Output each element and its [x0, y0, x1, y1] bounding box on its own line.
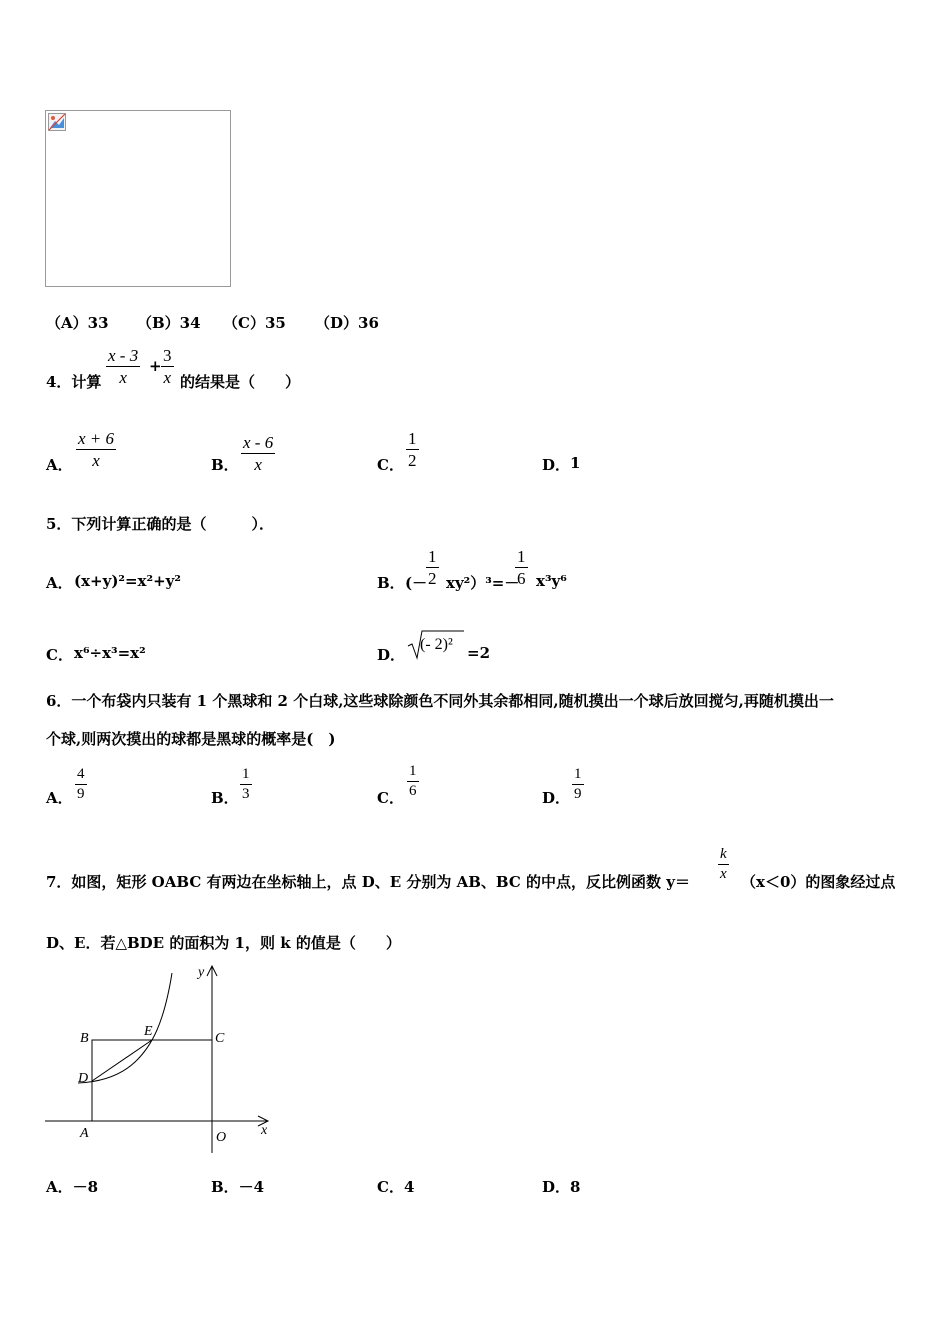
label-c: C — [215, 1031, 225, 1046]
q5-option-b-open: (－ — [405, 574, 428, 592]
q6-a-num: 4 — [77, 766, 85, 782]
q5-option-c-label: C． — [46, 646, 73, 664]
q4-option-c-fraction — [406, 428, 419, 471]
q5-option-d-radicand: (- 2)² — [420, 636, 453, 653]
q7-option-a: A．－8 — [46, 1178, 99, 1196]
q6-option-a-fraction — [75, 765, 87, 804]
q5-option-a-text: (x+y)²=x²+y² — [74, 572, 181, 590]
label-b: B — [80, 1031, 89, 1046]
q7-stem-line1-b: （x＜0）的图象经过点 — [741, 873, 896, 891]
q4-fraction-1 — [106, 345, 140, 388]
q5-b-f2-num: 1 — [517, 547, 526, 566]
q6-stem-line1: 6．一个布袋内只装有 1 个黑球和 2 个白球,这些球除颜色不同外其余都相同,随机摸出一个球后放回搅匀,再随机摸出一 — [46, 692, 834, 710]
q5-option-b-fraction-1 — [426, 546, 439, 589]
q6-b-num: 1 — [242, 766, 250, 782]
q5-b-f1-num: 1 — [428, 547, 437, 566]
q5-option-b-label: B． — [377, 574, 405, 592]
q4-f1-num: x - 3 — [108, 346, 139, 365]
q5-option-b-mid: xy²）³=－ — [446, 574, 520, 592]
q4-c-num: 1 — [408, 429, 417, 448]
q7-option-c: C．4 — [377, 1178, 415, 1196]
q6-d-den: 9 — [574, 786, 582, 802]
q4-f2-num: 3 — [163, 346, 172, 365]
q6-c-den: 6 — [409, 783, 417, 799]
q7-k-fraction — [718, 845, 729, 884]
q6-b-den: 3 — [242, 786, 250, 802]
q4-option-a-label: A． — [46, 456, 73, 474]
label-e: E — [144, 1024, 153, 1039]
q5-option-d-label: D． — [377, 646, 406, 664]
segment-de — [92, 1040, 152, 1081]
broken-image-icon — [48, 113, 66, 131]
q5-b-f2-den: 6 — [517, 569, 526, 588]
q4-option-c-label: C． — [377, 456, 404, 474]
label-y: y — [198, 965, 205, 980]
q5-option-b-end: x³y⁶ — [536, 572, 567, 590]
q5-option-d-end: =2 — [467, 644, 491, 662]
q5-option-b-fraction-2 — [515, 546, 528, 589]
q7-k-den: x — [720, 866, 727, 882]
q7-coordinate-figure — [40, 958, 280, 1163]
q4-option-b-fraction — [241, 432, 275, 475]
q5-b-f1-den: 2 — [428, 569, 437, 588]
label-x: x — [261, 1123, 268, 1138]
q6-option-c-fraction — [407, 762, 419, 801]
question-image-placeholder — [45, 110, 231, 287]
q4-a-den: x — [92, 451, 100, 470]
q7-option-b: B．－4 — [211, 1178, 265, 1196]
q6-option-d-fraction — [572, 765, 584, 804]
q7-stem-line2: D、E．若△BDE 的面积为 1，则 k 的值是（ ） — [46, 934, 401, 952]
q4-b-den: x — [254, 455, 262, 474]
q6-option-c-label: C． — [377, 789, 404, 807]
q4-option-b-label: B． — [211, 456, 239, 474]
q4-f1-den: x — [119, 368, 127, 387]
q6-option-a-label: A． — [46, 789, 73, 807]
q6-option-b-label: B． — [211, 789, 239, 807]
q4-suffix: 的结果是（ ） — [180, 373, 301, 391]
q4-f2-den: x — [163, 368, 172, 387]
q4-option-a-fraction — [76, 428, 116, 471]
q6-a-den: 9 — [77, 786, 85, 802]
q3-option-d: （D）36 — [315, 314, 379, 332]
q5-option-a-label: A． — [46, 574, 73, 592]
q5-stem: 5．下列计算正确的是（ ）． — [46, 515, 274, 533]
q4-fraction-2 — [161, 345, 174, 388]
q6-c-num: 1 — [409, 763, 417, 779]
label-o: O — [216, 1130, 227, 1145]
q4-a-num: x + 6 — [78, 429, 115, 448]
q4-c-den: 2 — [408, 451, 417, 470]
q4-prefix: 4．计算 — [46, 373, 102, 391]
q4-plus: + — [149, 357, 162, 375]
label-a: A — [80, 1126, 89, 1141]
label-d: D — [78, 1071, 89, 1086]
q4-option-d-value: 1 — [570, 454, 581, 472]
q6-option-b-fraction — [240, 765, 252, 804]
q3-option-c: （C）35 — [223, 314, 286, 332]
q7-k-num: k — [720, 846, 727, 862]
q6-stem-line2: 个球,则两次摸出的球都是黑球的概率是( ) — [46, 730, 336, 748]
q7-stem-line1-a: 7．如图，矩形 OABC 有两边在坐标轴上，点 D、E 分别为 AB、BC 的中点，反比例函数 y＝ — [46, 873, 690, 891]
q5-option-c-text: x⁶÷x³=x² — [74, 644, 146, 662]
q4-b-num: x - 6 — [243, 433, 274, 452]
q3-option-a: （A）33 — [46, 314, 109, 332]
q6-option-d-label: D． — [542, 789, 571, 807]
q4-option-d-label: D． — [542, 456, 571, 474]
q6-d-num: 1 — [574, 766, 582, 782]
q7-option-d: D．8 — [542, 1178, 581, 1196]
q3-option-b: （B）34 — [137, 314, 201, 332]
rectangle-oabc — [92, 1040, 212, 1121]
